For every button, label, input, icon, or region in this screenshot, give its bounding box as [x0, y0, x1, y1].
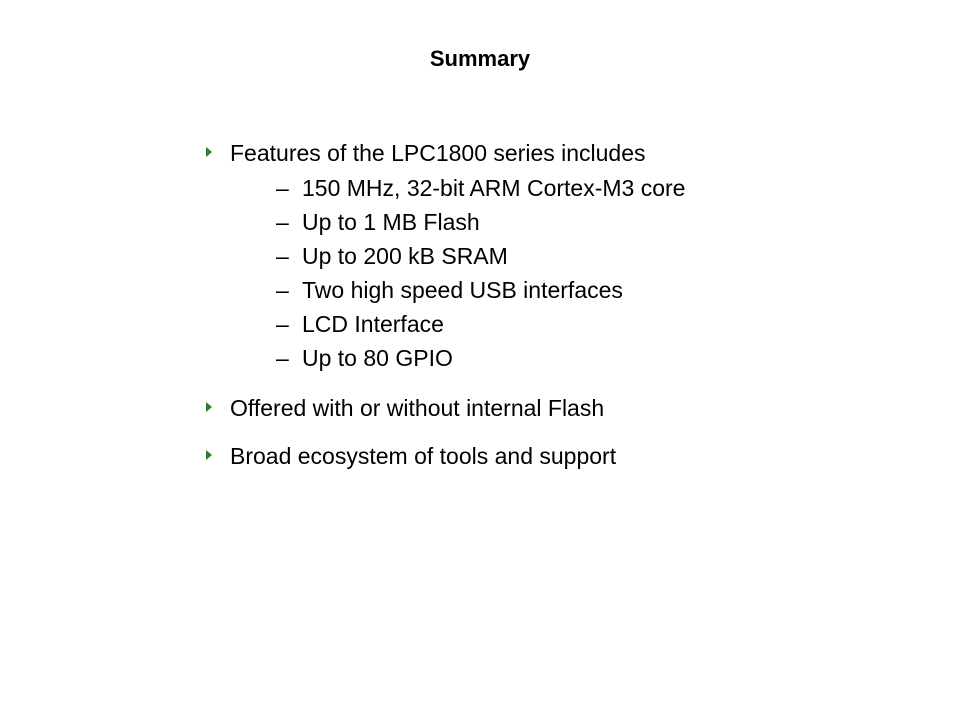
bullet-item-flash-option: [206, 393, 906, 423]
sub-bullet-list: [230, 171, 906, 375]
dash-marker: –: [276, 311, 289, 337]
bullet-text: Broad ecosystem of tools and support: [230, 443, 617, 469]
dash-marker: –: [276, 175, 289, 201]
bullet-text: Features of the LPC1800 series includes: [230, 140, 646, 166]
sub-bullet-item: [230, 307, 906, 341]
dash-marker: –: [276, 277, 289, 303]
sub-bullet-item: [230, 273, 906, 307]
sub-bullet-text: Up to 80 GPIO: [302, 345, 453, 371]
dash-marker: –: [276, 209, 289, 235]
bullet-text: Offered with or without internal Flash: [230, 395, 605, 421]
dash-marker: –: [276, 243, 289, 269]
sub-bullet-text: LCD Interface: [302, 311, 444, 337]
slide-title: Summary: [429, 46, 531, 71]
sub-bullet-item: [230, 341, 906, 375]
bullet-item-ecosystem: [206, 441, 906, 471]
bullet-list: [206, 138, 906, 471]
sub-bullet-text: 150 MHz, 32-bit ARM Cortex-M3 core: [302, 175, 686, 201]
sub-bullet-item: [230, 239, 906, 273]
sub-bullet-text: Up to 200 kB SRAM: [302, 243, 508, 269]
bullet-item-features: [206, 138, 906, 375]
sub-bullet-text: Two high speed USB interfaces: [302, 277, 623, 303]
sub-bullet-item: [230, 171, 906, 205]
sub-bullet-item: [230, 205, 906, 239]
dash-marker: –: [276, 345, 289, 371]
triangle-bullet-icon: [206, 147, 212, 157]
triangle-bullet-icon: [206, 450, 212, 460]
sub-bullet-text: Up to 1 MB Flash: [302, 209, 480, 235]
triangle-bullet-icon: [206, 402, 212, 412]
